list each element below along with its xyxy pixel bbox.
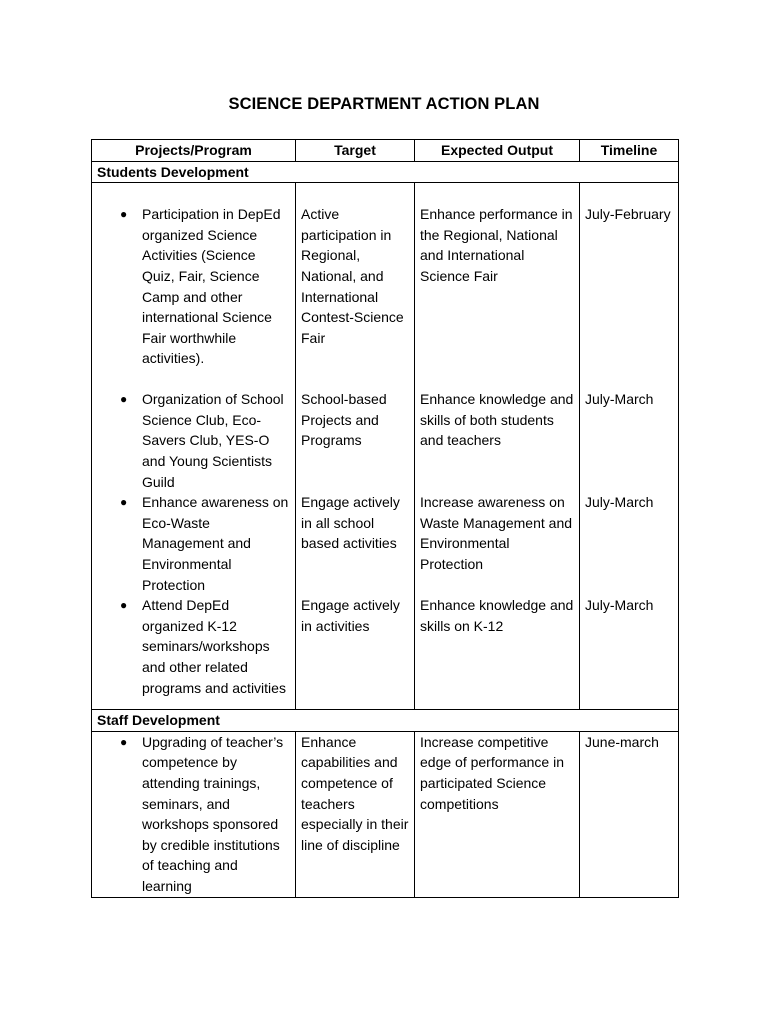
target-text: Engage actively in activities xyxy=(301,597,400,634)
timeline-cell xyxy=(580,183,679,710)
output-text: Increase competitive edge of performance in participated Science competitions xyxy=(420,733,564,812)
list-item xyxy=(97,492,290,595)
section-row-staff-development xyxy=(92,710,679,732)
target-cell xyxy=(296,183,415,710)
target-text: Active participation in Regional, National, and International Contest-Science Fair xyxy=(301,206,404,346)
list-item xyxy=(97,595,290,709)
projects-cell xyxy=(92,731,296,897)
project-text: Attend DepEd organized K-12 seminars/workshops and other related programs and activities xyxy=(142,597,286,696)
section-title: Staff Development xyxy=(92,710,679,732)
table-header-row xyxy=(92,140,679,162)
section-title: Students Development xyxy=(92,161,679,183)
output-cell xyxy=(415,731,580,897)
output-text: Enhance knowledge and skills of both students and teachers xyxy=(420,391,574,449)
header-projects: Projects/Program xyxy=(92,140,296,162)
target-text: Enhance capabilities and competence of teachers especially in their line of discipline xyxy=(301,733,409,853)
timeline-text: July-March xyxy=(585,391,654,408)
target-cell xyxy=(296,731,415,897)
output-cell xyxy=(415,183,580,710)
list-item xyxy=(97,732,290,897)
timeline-text: July-March xyxy=(585,597,654,614)
header-target: Target xyxy=(296,140,415,162)
output-text: Increase awareness on Waste Management and Environmental Protection xyxy=(420,494,573,572)
document-title: SCIENCE DEPARTMENT ACTION PLAN xyxy=(228,95,540,113)
project-text: Upgrading of teacher’s competence by attending trainings, seminars, and workshops sponsored by credible institutions of teaching and learning xyxy=(142,733,284,894)
action-plan-table xyxy=(91,139,679,898)
bullet-icon: ● xyxy=(120,495,128,510)
section-body-students xyxy=(92,183,679,710)
bullet-icon: ● xyxy=(120,207,128,222)
project-text: Enhance awareness on Eco-Waste Management and Environmental Protection xyxy=(142,494,289,593)
bullet-icon: ● xyxy=(120,392,128,407)
bullet-icon: ● xyxy=(120,598,128,613)
header-timeline: Timeline xyxy=(580,140,679,162)
output-text: Enhance performance in the Regional, National and International Science Fair xyxy=(420,206,573,284)
project-text: Organization of School Science Club, Eco-Savers Club, YES-O and Young Scientists Guild xyxy=(142,391,284,490)
list-item xyxy=(97,389,290,492)
bullet-icon: ● xyxy=(120,734,128,749)
timeline-cell xyxy=(580,731,679,897)
list-item xyxy=(97,204,290,389)
section-row-students-development xyxy=(92,161,679,183)
projects-cell xyxy=(92,183,296,710)
header-expected-output: Expected Output xyxy=(415,140,580,162)
timeline-text: June-march xyxy=(585,733,659,750)
section-body-staff xyxy=(92,731,679,897)
output-text: Enhance knowledge and skills on K-12 xyxy=(420,597,574,634)
timeline-text: July-March xyxy=(585,494,654,511)
target-text: School-based Projects and Programs xyxy=(301,391,387,449)
target-text: Engage actively in all school based activities xyxy=(301,494,400,552)
timeline-text: July-February xyxy=(585,206,671,223)
project-text: Participation in DepEd organized Science Activities (Science Quiz, Fair, Science Camp and other international Science Fair worthwhile activities). xyxy=(142,206,281,367)
